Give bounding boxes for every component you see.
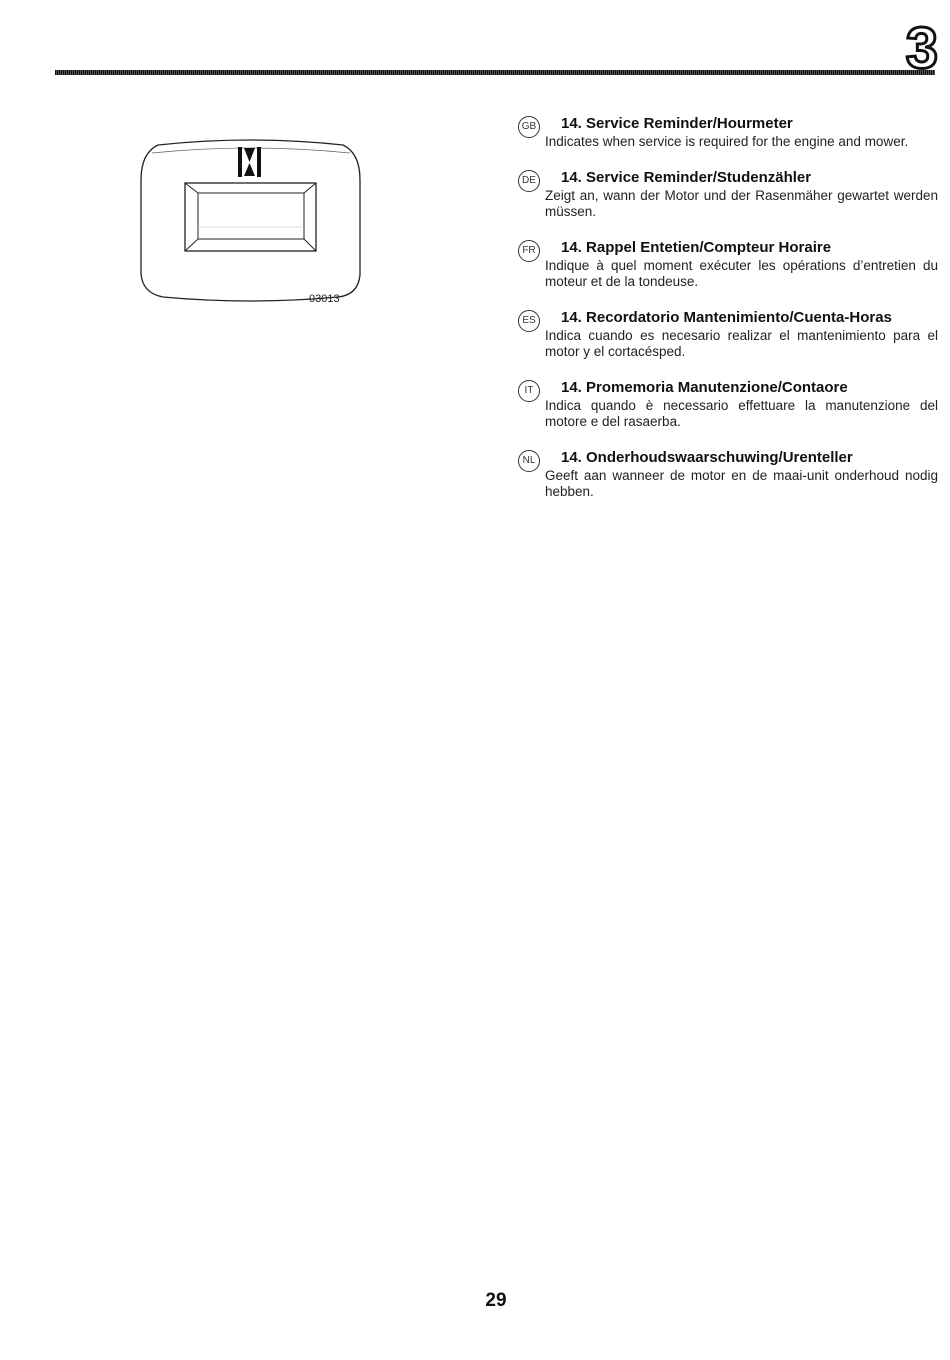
header-rule — [55, 70, 935, 75]
section-de — [518, 168, 938, 220]
page-number: 29 — [485, 1290, 507, 1311]
figure-code: 03013 — [309, 293, 340, 305]
section-body: Indique à quel moment exécuter les opérations d’entretien du moteur et de la tondeuse. — [545, 258, 938, 289]
section-nl — [518, 448, 938, 500]
language-badge-gb: GB — [518, 116, 540, 138]
section-body: Zeigt an, wann der Motor und der Rasenmäher gewartet werden müssen. — [545, 188, 938, 219]
section-heading: 14. Rappel Entetien/Compteur Horaire — [561, 239, 832, 256]
section-fr — [518, 238, 938, 290]
language-badge-es: ES — [518, 310, 540, 332]
section-heading: 14. Promemoria Manutenzione/Contaore — [561, 379, 848, 396]
section-heading: 14. Service Reminder/Studenzähler — [561, 169, 812, 186]
service-reminder-sections — [518, 114, 938, 518]
section-body: Indica cuando es necesario realizar el mantenimiento para el motor y el cortacésped. — [545, 328, 938, 359]
section-body: Geeft aan wanneer de motor en de maai-unit onderhoud nodig hebben. — [545, 468, 938, 499]
language-badge-it: IT — [518, 380, 540, 402]
language-badge-nl: NL — [518, 450, 540, 472]
section-es — [518, 308, 938, 360]
section-heading: 14. Recordatorio Mantenimiento/Cuenta-Horas — [561, 309, 892, 326]
hourglass-icon — [238, 147, 261, 177]
section-body: Indicates when service is required for the engine and mower. — [545, 134, 909, 149]
language-badge-fr: FR — [518, 240, 540, 262]
section-it — [518, 378, 938, 430]
hourmeter-display-icon — [138, 135, 363, 305]
section-heading: 14. Service Reminder/Hourmeter — [561, 115, 793, 132]
language-badge-de: DE — [518, 170, 540, 192]
section-body: Indica quando è necessario effettuare la manutenzione del motore e del rasaerba. — [545, 398, 938, 429]
section-gb — [518, 114, 938, 150]
chapter-number: 3 — [905, 16, 938, 81]
section-heading: 14. Onderhoudswaarschuwing/Urenteller — [561, 449, 853, 466]
